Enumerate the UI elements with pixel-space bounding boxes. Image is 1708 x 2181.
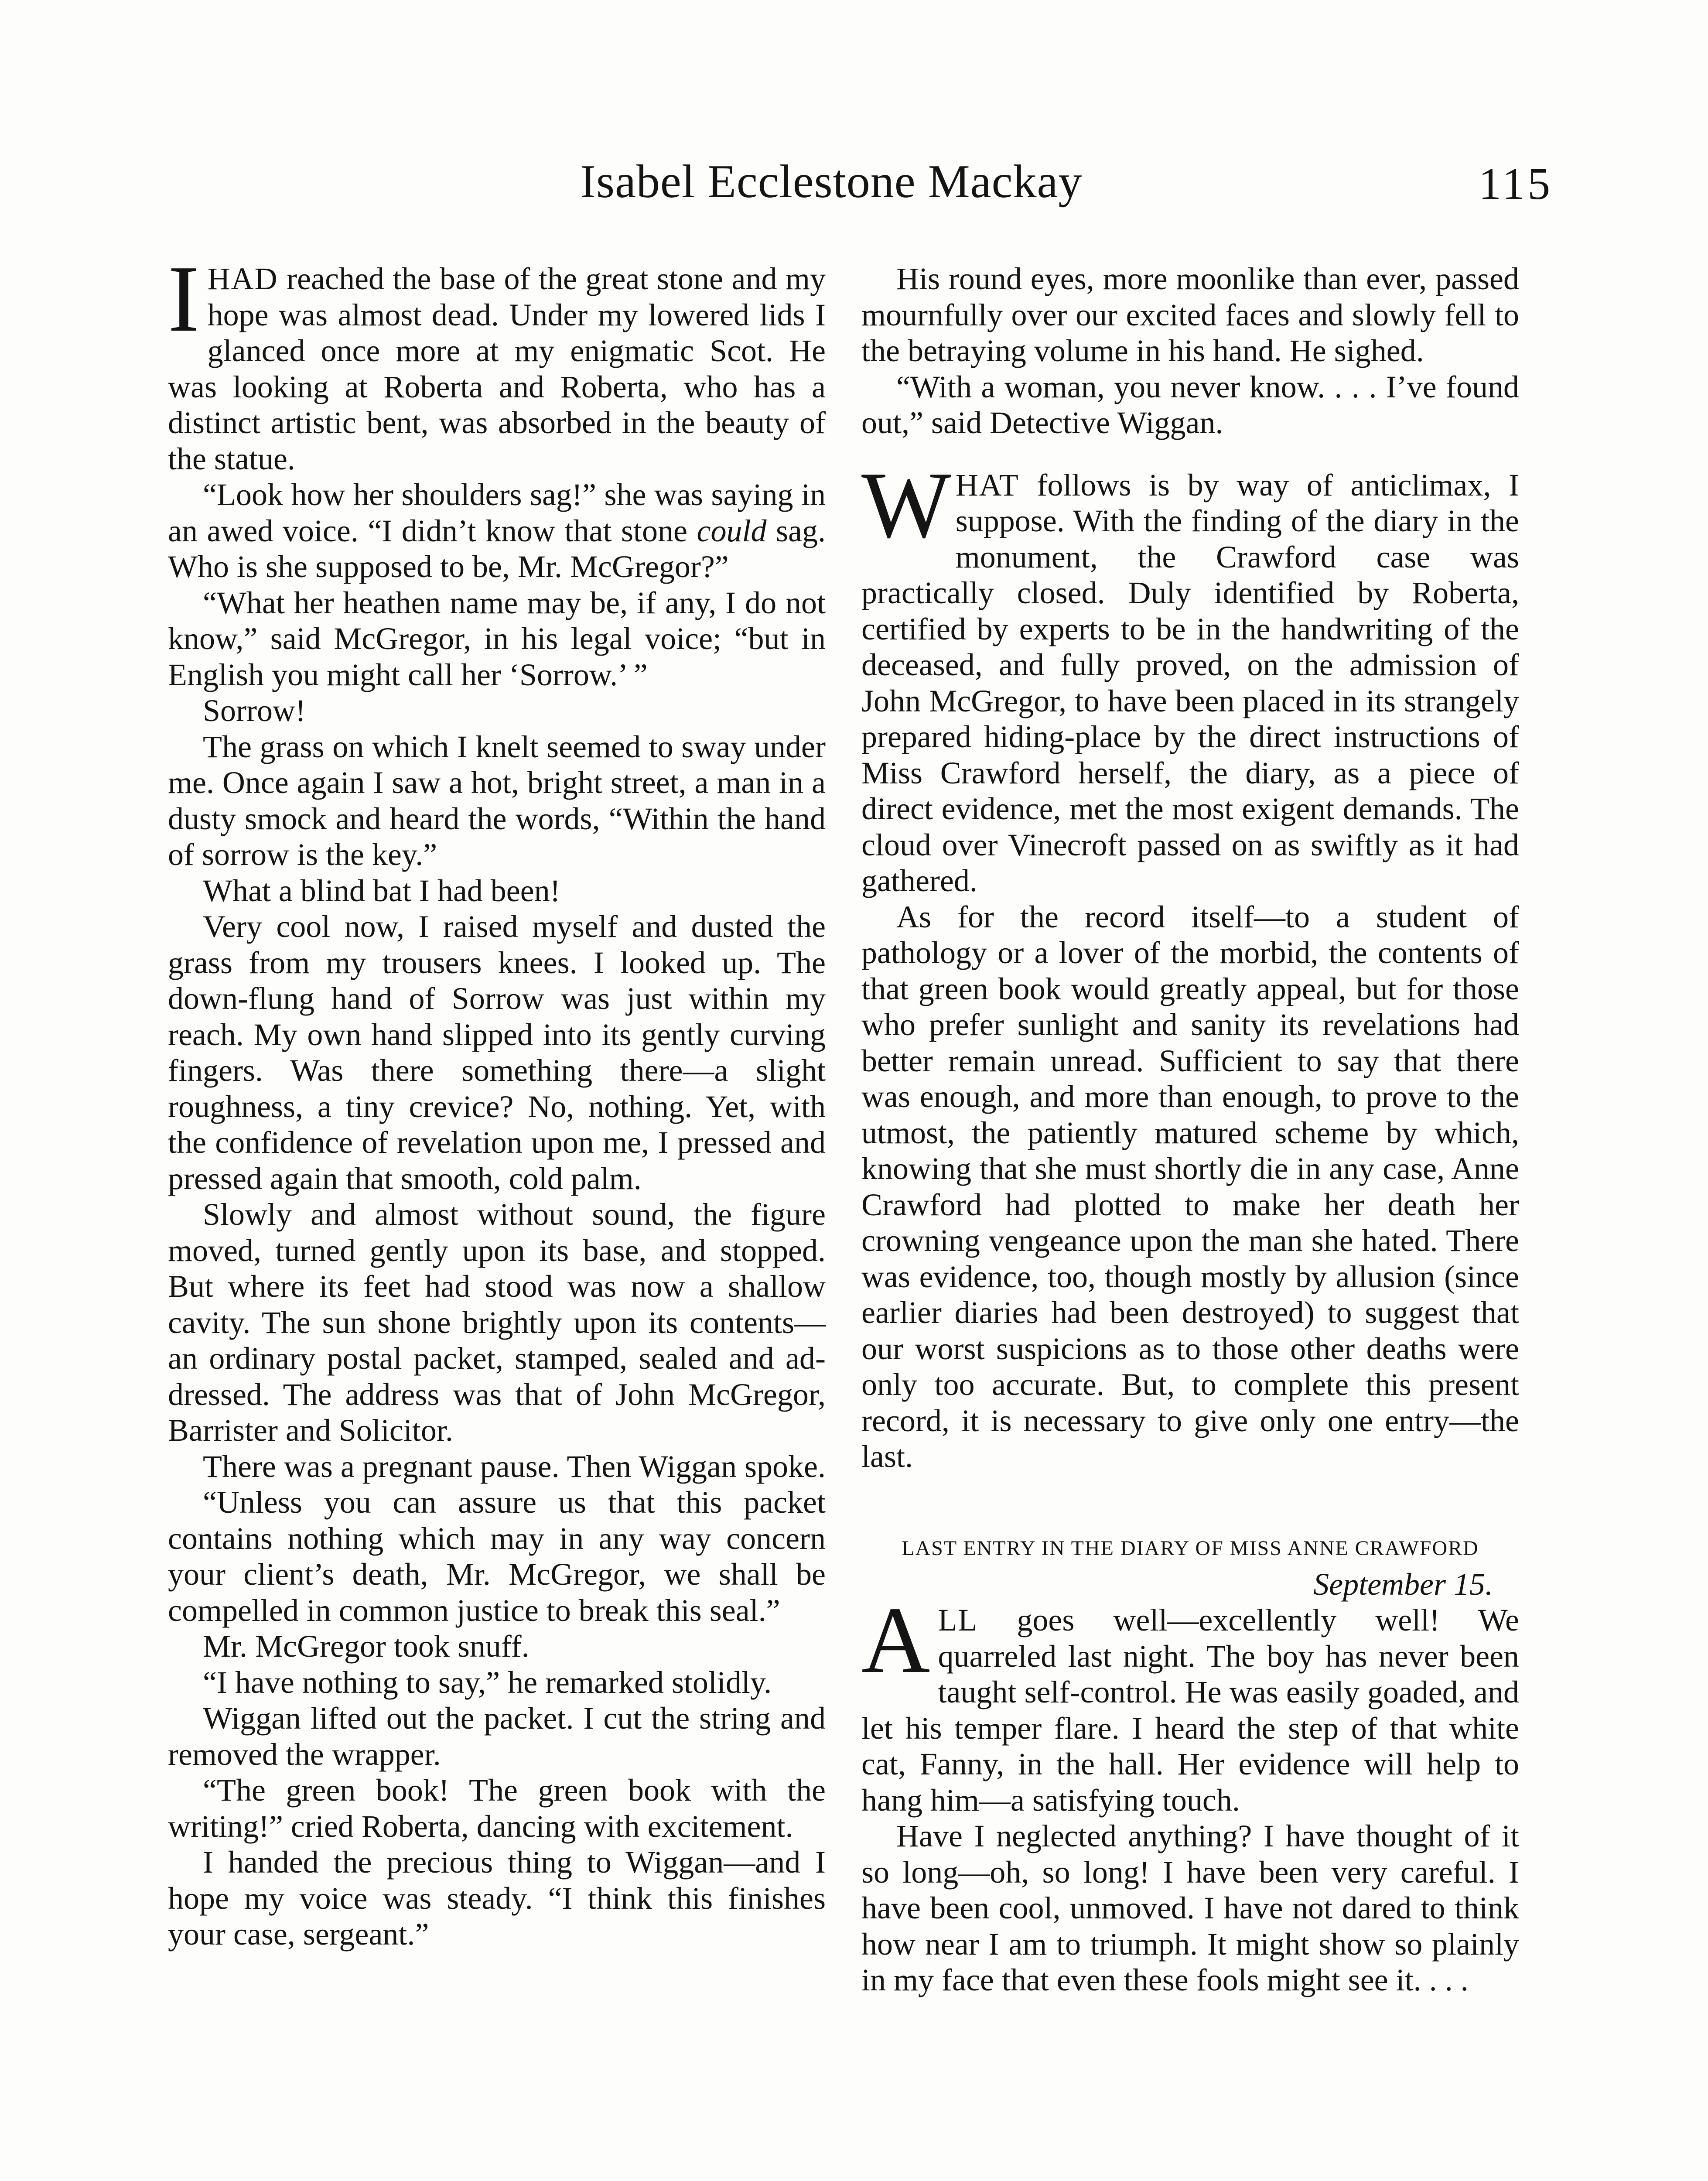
paragraph: Wiggan lifted out the packet. I cut the string and removed the wrapper. xyxy=(168,1701,826,1772)
right-column xyxy=(861,261,1519,1998)
paragraph: Mr. McGregor took snuff. xyxy=(203,1629,529,1664)
lead-in-caps: HAT xyxy=(955,467,1019,503)
paragraph: “What her heathen name may be, if any, I do not know,” said McGregor, in his legal voice; “but in English you might call her ‘Sorrow.’ ” xyxy=(168,585,826,692)
paragraph-text: follows is by way of anticlimax, I suppose. With the finding of the diary in the monument, the Crawford case was practically closed. Duly identified by Roberta, certified by experts to be in the handwriting of the deceased, and fully proved, on the admission of John McGregor, to have been placed in its strangely prepared hiding-place by the direct instructions of Miss Crawford herself, the diary, as a piece of direct evidence, met the most exigent demands. The cloud over Vinecroft passed on as swiftly as it had gathered. xyxy=(861,467,1519,898)
paragraph-text: goes well—excellently well! We quarreled last night. The boy has never been taught self-control. He was easily goaded, and let his temper flare. I heard the step of that white cat, Fanny, in the hall. Her evidence will help to hang him—a satisfying touch. xyxy=(861,1603,1519,1818)
paragraph: What a blind bat I had been! xyxy=(203,873,560,908)
lead-in-caps: HAD xyxy=(207,261,278,296)
paragraph: “The green book! The green book with the writing!” cried Roberta, dancing with excitement. xyxy=(168,1773,826,1844)
paragraph: The grass on which I knelt seemed to sway under me. Once again I saw a hot, bright street, a man in a dusty smock and heard the words, “Within the hand of sorrow is the key.” xyxy=(168,729,826,872)
paragraph: “With a woman, you never know. . . . I’ve found out,” said Detective Wiggan. xyxy=(861,369,1519,440)
paragraph xyxy=(168,246,826,477)
paragraph xyxy=(861,452,1519,899)
left-column xyxy=(168,246,826,1952)
diary-entry-heading: LAST ENTRY IN THE DIARY OF MISS ANNE CRAWFORD xyxy=(902,1536,1479,1560)
emphasis: could xyxy=(697,513,767,548)
paragraph-text: reached the base of the great stone and my hope was almost dead. Under my lowered lids I glanced once more at my enigmatic Scot. He was looking at Roberta and Roberta, who has a distinct artistic bent, was absorbed in the beauty of the statue. xyxy=(168,261,826,476)
paragraph: There was a pregnant pause. Then Wiggan spoke. xyxy=(203,1449,826,1484)
paragraph: Slowly and almost without sound, the figure moved, turned gently upon its base, and stopped. But where its feet had stood was now a shallow cavity. The sun shone brightly upon its contents—an ordinary postal packet, stamped, sealed and addressed. The address was that of John McGregor, Barrister and Solicitor. xyxy=(168,1197,826,1448)
paragraph: As for the record itself—to a student of pathology or a lover of the morbid, the contents of that green book would greatly appeal, but for those who prefer sunlight and sanity its revelations had better remain unread. Sufficient to say that there was enough, and more than enough, to prove to the utmost, the patiently matured scheme by which, knowing that she must shortly die in any case, Anne Crawford had plotted to make her death her crowning vengeance upon the man she hated. There was evidence, too, though mostly by allusion (since earlier diaries had been destroyed) to suggest that our worst suspicions as to those other deaths were only too accurate. But, to complete this present record, it is necessary to give only one entry—the last. xyxy=(861,899,1519,1474)
paragraph xyxy=(861,1588,1519,1818)
paragraph: I handed the precious thing to Wiggan—and I hope my voice was steady. “I think this finishes your case, sergeant.” xyxy=(168,1845,826,1952)
drop-cap: W xyxy=(861,452,951,558)
lead-in-caps: LL xyxy=(938,1603,978,1637)
paragraph: “Look how her shoulders sag!” she was saying in an awed voice. “I didn’t know that stone could sag. Who is she supposed to be, Mr. McGregor?” xyxy=(168,477,826,584)
running-header-author: Isabel Ecclestone Mackay xyxy=(580,156,1083,208)
paragraph: “I have nothing to say,” he remarked stolidly. xyxy=(203,1665,772,1700)
diary-entry-date: September 15. xyxy=(1313,1566,1493,1602)
paragraph: Have I neglected anything? I have thought of it so long—oh, so long! I have been very careful. I have been cool, unmoved. I have not dared to think how near I am to triumph. It might show so plainly in my face that even these fools might see it. . . . xyxy=(861,1819,1519,1997)
paragraph: Very cool now, I raised myself and dusted the grass from my trousers knees. I looked up. The down-flung hand of Sorrow was just within my reach. My own hand slipped into its gently curving fingers. Was there something there—a slight roughness, a tiny crevice? No, nothing. Yet, with the confidence of revelation upon me, I pressed and pressed again that smooth, cold palm. xyxy=(168,909,826,1196)
drop-cap: I xyxy=(168,246,200,352)
paragraph: “Unless you can assure us that this packet contains nothing which may in any way concern your client’s death, Mr. McGregor, we shall be compelled in common justice to break this seal.” xyxy=(168,1485,826,1628)
paragraph: His round eyes, more moonlike than ever, passed mournfully over our excited faces and slowly fell to the betraying volume in his hand. He sighed. xyxy=(861,261,1519,368)
paragraph: Sorrow! xyxy=(203,693,306,728)
page-number: 115 xyxy=(1479,159,1553,209)
drop-cap: A xyxy=(861,1588,930,1693)
